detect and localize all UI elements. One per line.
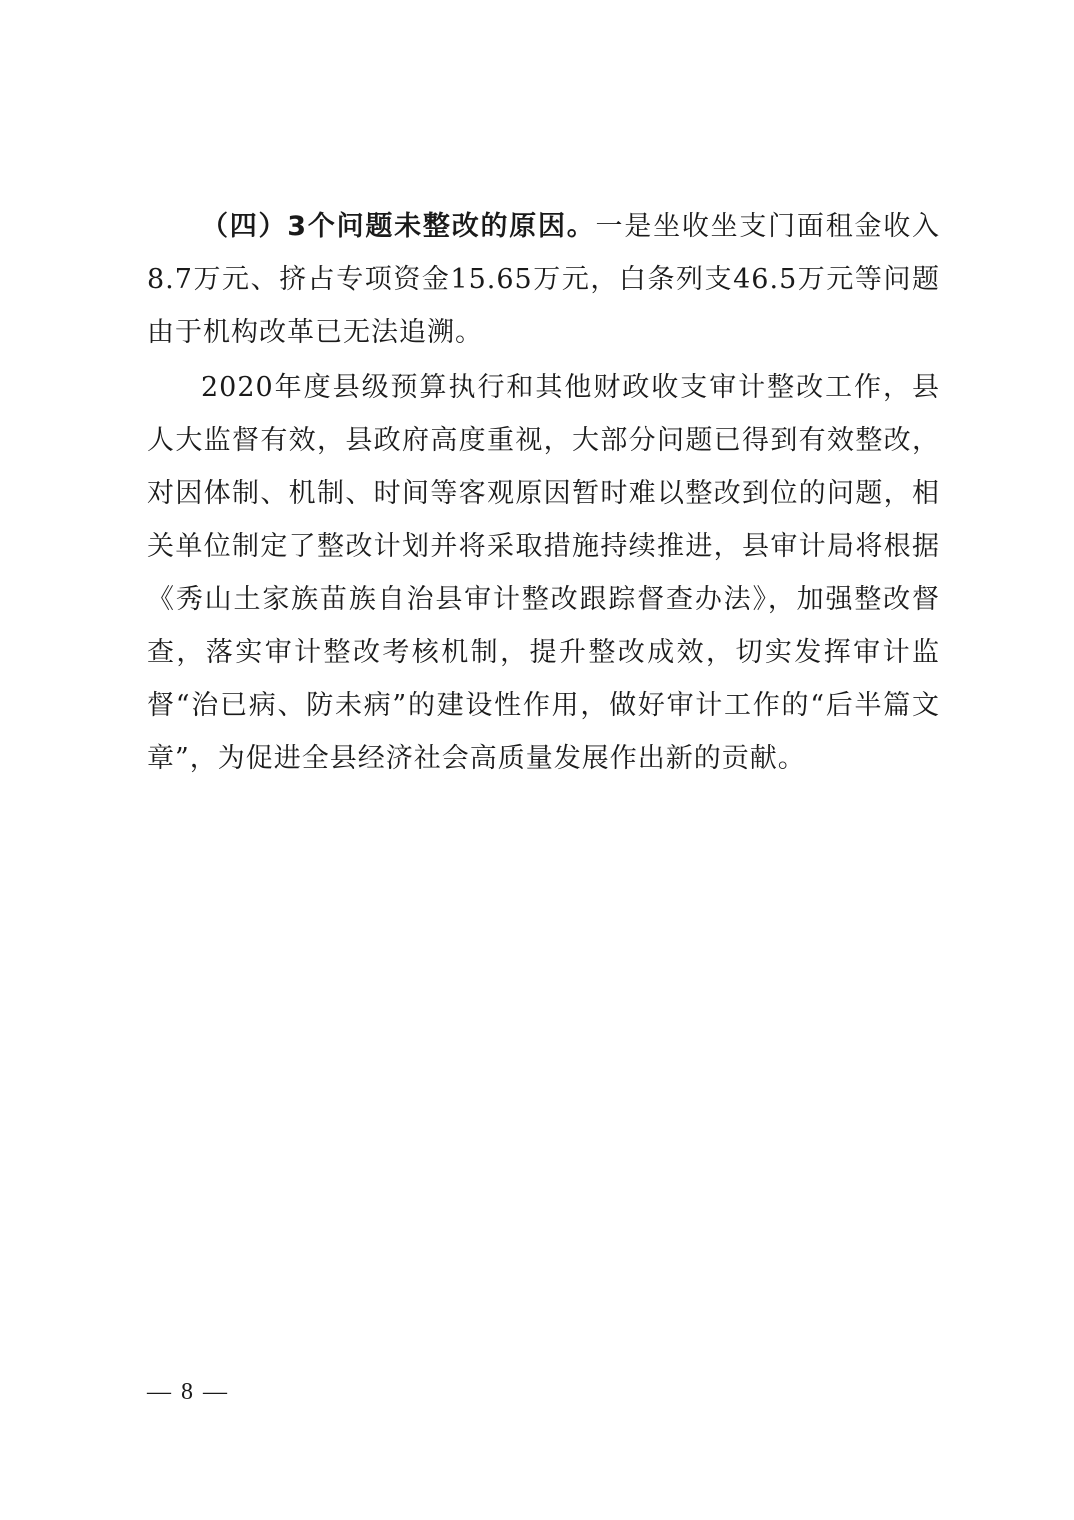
page-number: — 8 — bbox=[147, 1379, 229, 1405]
paragraph-summary bbox=[147, 361, 940, 785]
document-body bbox=[147, 200, 940, 785]
paragraph-text: 2020年度县级预算执行和其他财政收支审计整改工作，县人大监督有效，县政府高度重视，大部分问题已得到有效整改，对因体制、机制、时间等客观原因暂时难以整改到位的问题，相关单位制定了整改计划并将采取措施持续推进，县审计局将根据《秀山土家族苗族自治县审计整改跟踪督查办法》，加强整改督查，落实审计整改考核机制，提升整改成效，切实发挥审计监督“治已病、防未病”的建设性作用，做好审计工作的“后半篇文章”，为促进全县经济社会高质量发展作出新的贡献。 bbox=[147, 372, 940, 774]
paragraph-unrectified-reasons bbox=[147, 200, 940, 359]
paragraph-text: 一是坐收坐支门面租金收入8.7万元、挤占专项资金15.65万元，白条列支46.5万元等问题由于机构改革已无法追溯。 bbox=[147, 211, 940, 348]
section-heading: （四）3个问题未整改的原因。 bbox=[201, 211, 596, 242]
